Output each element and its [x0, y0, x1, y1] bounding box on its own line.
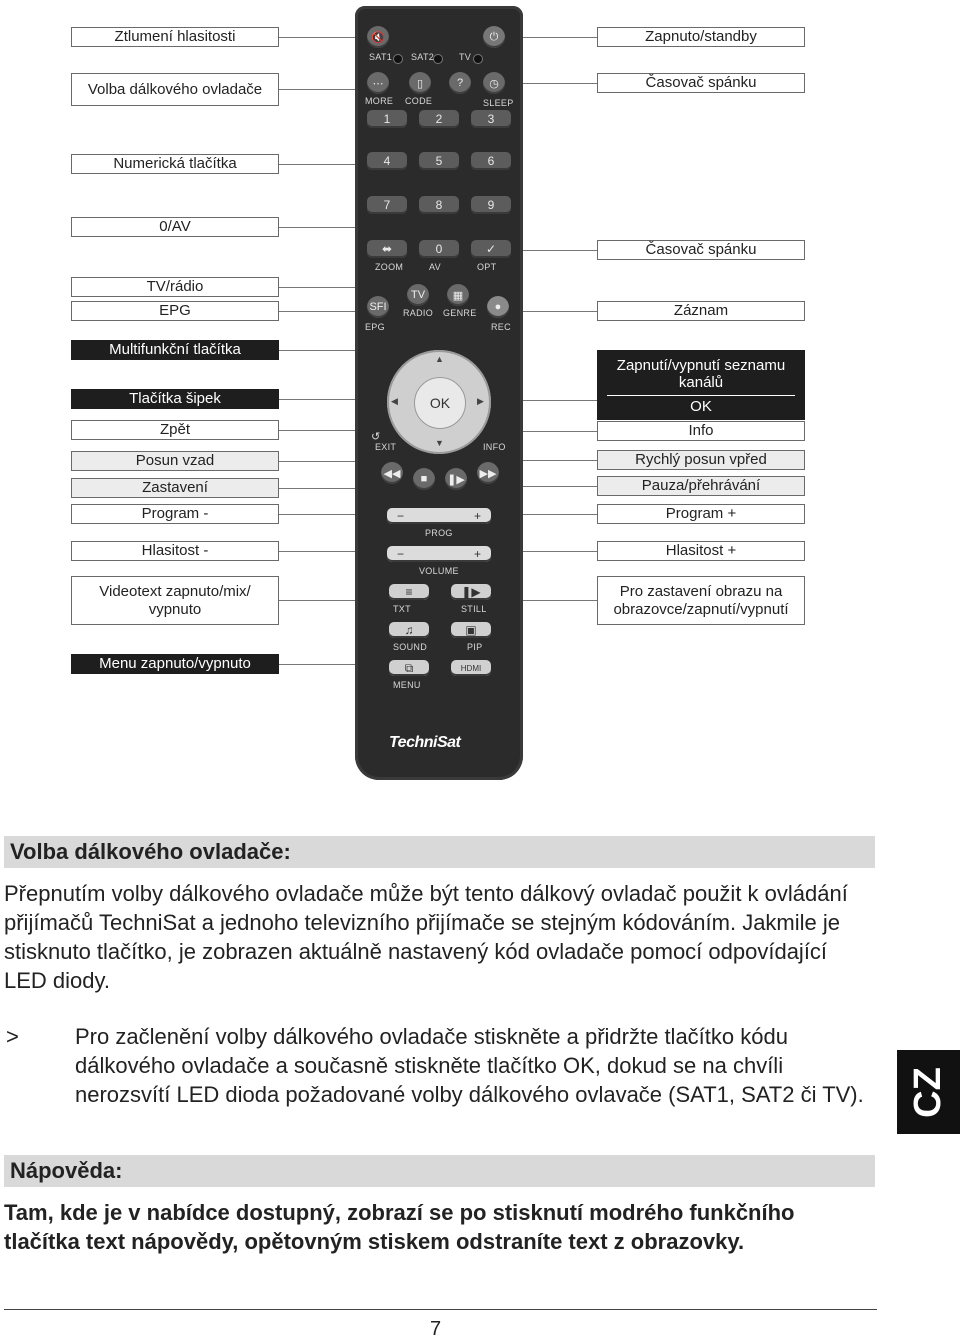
arrow-up-icon[interactable]: ▲ — [435, 354, 444, 364]
zero-av-button[interactable]: 0 — [419, 240, 459, 258]
arrow-left-icon[interactable]: ◀ — [391, 396, 398, 406]
stop-button[interactable]: ■ — [413, 468, 435, 490]
zoom-label: ZOOM — [375, 262, 404, 272]
label-still: Pro zastavení obrazu na obrazovce/zapnutí/vypnutí — [597, 576, 805, 625]
more-label: MORE — [365, 96, 394, 106]
fast-forward-button[interactable]: ▶▶ — [477, 462, 499, 484]
mute-button[interactable]: 🔇 — [367, 26, 389, 48]
help-button[interactable]: ? — [449, 72, 471, 94]
code-label: CODE — [405, 96, 433, 106]
language-tab-label: CZ — [907, 1066, 949, 1118]
label-power: Zapnuto/standby — [597, 27, 805, 47]
zoom-button[interactable]: ⬌ — [367, 240, 407, 258]
hdmi-button[interactable]: HDMI — [451, 660, 491, 676]
section-heading-help: Nápověda: — [4, 1155, 875, 1187]
sat1-label: SAT1 — [369, 52, 393, 62]
opt-label: OPT — [477, 262, 497, 272]
digit-2-button[interactable]: 2 — [419, 110, 459, 128]
record-button[interactable]: ● — [487, 296, 509, 318]
sfi-button[interactable]: SFI — [367, 296, 389, 318]
section-heading-remote-select: Volba dálkového ovladače: — [4, 836, 875, 868]
led-sat1 — [393, 54, 403, 64]
pip-label: PIP — [467, 642, 483, 652]
genre-label: GENRE — [443, 308, 477, 318]
sound-button[interactable]: ♫ — [389, 622, 429, 638]
ok-button[interactable]: OK — [414, 377, 466, 429]
footer-rule — [4, 1309, 877, 1310]
remote-control — [355, 6, 523, 780]
rewind-button[interactable]: ◀◀ — [381, 462, 403, 484]
label-prog-plus: Program + — [597, 504, 805, 524]
label-sleep: Časovač spánku — [597, 73, 805, 93]
tv-label: TV — [459, 52, 472, 62]
epg-label: EPG — [365, 322, 385, 332]
still-button[interactable]: ❚▶ — [451, 584, 491, 600]
brand-logo: TechniSat — [389, 734, 461, 751]
digit-5-button[interactable]: 5 — [419, 152, 459, 170]
pip-button[interactable]: ▣ — [451, 622, 491, 638]
prog-rocker[interactable] — [387, 508, 491, 524]
paragraph-help: Tam, kde je v nabídce dostupný, zobrazí se po stisknutí modrého funkčního tlačítka text nápovědy, opětovným stiskem odstraníte text z obrazovky. — [4, 1200, 795, 1254]
opt-button[interactable]: ✓ — [471, 240, 511, 258]
exit-label: EXIT — [375, 442, 397, 452]
label-rewind: Posun vzad — [71, 451, 279, 471]
rec-label: REC — [491, 322, 511, 332]
digit-8-button[interactable]: 8 — [419, 196, 459, 214]
label-multifunction: Multifunkční tlačítka — [71, 340, 279, 360]
prog-minus-button[interactable]: − — [397, 509, 405, 523]
label-ok: OK — [690, 397, 712, 415]
label-numeric: Numerická tlačítka — [71, 154, 279, 174]
vol-minus-button[interactable]: − — [397, 547, 405, 561]
power-button[interactable]: ⏻ — [483, 26, 505, 48]
prog-label: PROG — [425, 528, 453, 538]
label-record: Záznam — [597, 301, 805, 321]
sound-label: SOUND — [393, 642, 428, 652]
led-sat2 — [433, 54, 443, 64]
code-button[interactable]: ▯ — [409, 72, 431, 94]
tv-radio-button[interactable]: TV — [407, 284, 429, 306]
prog-plus-button[interactable]: + — [473, 509, 481, 523]
vol-plus-button[interactable]: + — [473, 547, 481, 561]
pause-play-button[interactable]: ❚▶ — [445, 468, 467, 490]
txt-button[interactable]: ≡ — [389, 584, 429, 600]
menu-button[interactable]: ⧉ — [389, 660, 429, 676]
led-tv — [473, 54, 483, 64]
label-info: Info — [597, 421, 805, 441]
still-label: STILL — [461, 604, 487, 614]
label-epg: EPG — [71, 301, 279, 321]
volume-rocker[interactable] — [387, 546, 491, 562]
digit-6-button[interactable]: 6 — [471, 152, 511, 170]
radio-label: RADIO — [403, 308, 434, 318]
label-arrows: Tlačítka šipek — [71, 389, 279, 409]
paragraph-remote-select: Přepnutím volby dálkového ovladače může být tento dálkový ovladač použit k ovládání přijímačů TechniSat a jednoho televizního přijímače se stejným kódováním. Jakmile je stisknuto tlačítko, je zobrazen aktuálně nastavený kód ovladače pomocí odpovídající LED diody. — [4, 881, 848, 993]
sleep-label: SLEEP — [483, 98, 514, 108]
navigation-ring[interactable] — [387, 350, 491, 454]
volume-label: VOLUME — [419, 566, 459, 576]
digit-1-button[interactable]: 1 — [367, 110, 407, 128]
exit-icon: ↺ — [371, 431, 381, 443]
digit-4-button[interactable]: 4 — [367, 152, 407, 170]
label-zero-av: 0/AV — [71, 217, 279, 237]
page-number: 7 — [430, 1318, 442, 1340]
label-menu: Menu zapnuto/vypnuto — [71, 654, 279, 674]
label-timer: Časovač spánku — [597, 240, 805, 260]
label-stop: Zastavení — [71, 478, 279, 498]
label-vol-minus: Hlasitost - — [71, 541, 279, 561]
arrow-right-icon[interactable]: ▶ — [477, 396, 484, 406]
label-pause: Pauza/přehrávání — [597, 476, 805, 496]
info-label: INFO — [483, 442, 506, 452]
arrow-down-icon[interactable]: ▼ — [435, 438, 444, 448]
sleep-button[interactable]: ◷ — [483, 72, 505, 94]
digit-7-button[interactable]: 7 — [367, 196, 407, 214]
label-prog-minus: Program - — [71, 504, 279, 524]
menu-label: MENU — [393, 680, 421, 690]
sat2-label: SAT2 — [411, 52, 435, 62]
digit-9-button[interactable]: 9 — [471, 196, 511, 214]
label-remote-select: Volba dálkového ovladače — [71, 73, 279, 106]
label-tv-radio: TV/rádio — [71, 277, 279, 297]
txt-label: TXT — [393, 604, 411, 614]
label-mute: Ztlumení hlasitosti — [71, 27, 279, 47]
label-back: Zpět — [71, 420, 279, 440]
bullet-instruction: Pro začlenění volby dálkového ovladače stiskněte a přidržte tlačítko kódu dálkového ovladače a současně stiskněte tlačítko OK, dokud se na chvíli nerozsvítí LED dioda požadované volby dálkového ovlavače (SAT1, SAT2 či TV). — [75, 1024, 864, 1107]
bullet-marker: > — [6, 1024, 19, 1049]
label-teletext: Videotext zapnuto/mix/ vypnuto — [71, 576, 279, 625]
language-tab — [897, 1050, 960, 1134]
label-channel-list: Zapnutí/vypnutí seznamu kanálů — [616, 357, 786, 392]
genre-button[interactable]: ▦ — [447, 284, 469, 306]
digit-3-button[interactable]: 3 — [471, 110, 511, 128]
label-ffwd: Rychlý posun vpřed — [597, 450, 805, 470]
label-channel-list-box — [597, 350, 805, 420]
av-label: AV — [429, 262, 441, 272]
divider — [607, 395, 795, 396]
label-vol-plus: Hlasitost + — [597, 541, 805, 561]
more-button[interactable]: ⋯ — [367, 72, 389, 94]
